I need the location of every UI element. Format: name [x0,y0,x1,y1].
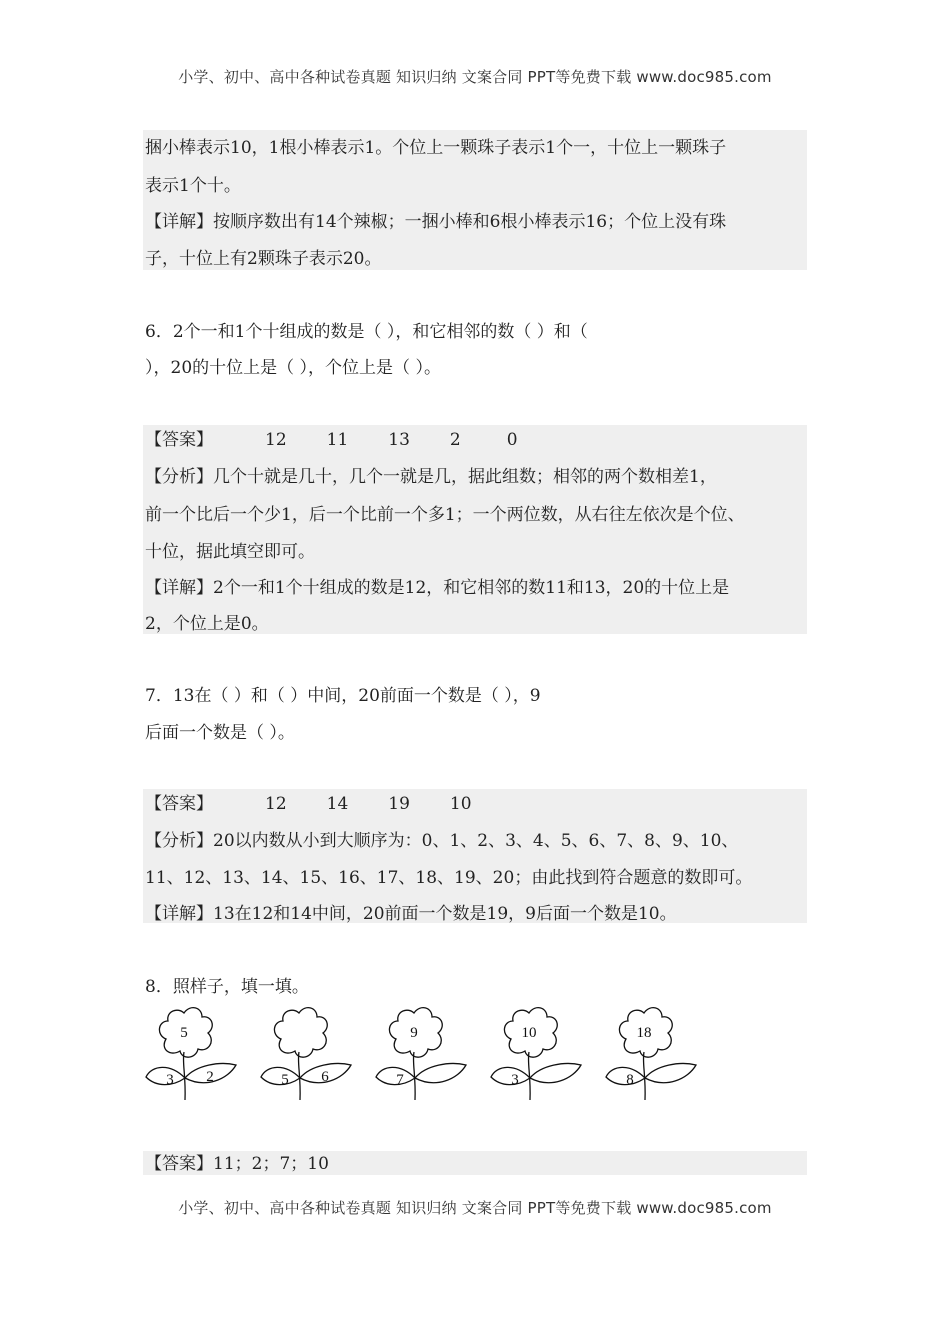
q7-answer-label: 【答案】 [145,794,213,814]
q6-detail-line-1: 【详解】2个一和1个十组成的数是12，和它相邻的数11和13，20的十位上是 [145,578,730,598]
q6-question-line-1: 6．2个一和1个十组成的数是（ ），和它相邻的数（ ）和（ [145,322,588,342]
q6-analysis-line-3: 十位，据此填空即可。 [145,542,315,562]
q6-answer-box [143,425,807,634]
q7-answer-value: 10 [449,794,472,814]
q8-question-line: 8．照样子，填一填。 [145,977,309,997]
q5-detail-line-2: 子，十位上有2颗珠子表示20。 [145,249,382,269]
q6-answer-value: 12 [265,430,287,450]
q7-answer-line [145,792,472,816]
q6-detail-line-2: 2，个位上是0。 [145,614,269,634]
flower-diagrams [140,1005,700,1109]
q7-question-line-2: 后面一个数是（ ）。 [145,723,295,743]
flower-left-number: 3 [511,1072,519,1088]
page-header: 小学、初中、高中各种试卷真题 知识归纳 文案合同 PPT等免费下载 www.doc985.com [178,68,772,86]
q6-question-line-2: ），20的十位上是（ ），个位上是（ ）。 [145,358,441,378]
flower-right-number: 2 [206,1069,214,1085]
flower-row [140,1005,700,1105]
q6-analysis-line-2: 前一个比后一个少1，后一个比前一个多1；一个两位数，从右往左依次是个位、 [145,505,745,525]
q7-analysis-line-2: 11、12、13、14、15、16、17、18、19、20；由此找到符合题意的数即可。 [145,868,753,888]
q7-detail-line-1: 【详解】13在12和14中间，20前面一个数是19，9后面一个数是10。 [145,904,677,924]
flower-4 [491,1008,581,1100]
q7-question-line-1: 7．13在（ ）和（ ）中间，20前面一个数是（ ），9 [145,686,541,706]
flower-top-number: 5 [180,1025,188,1041]
flower-top-number: 18 [636,1025,652,1041]
q5-analysis-line-1: 捆小棒表示10，1根小棒表示1。个位上一颗珠子表示1个一，十位上一颗珠子 [145,138,727,158]
q6-answer-value: 0 [506,430,518,450]
flower-1 [146,1008,236,1100]
q7-analysis-line-1: 【分析】20以内数从小到大顺序为：0、1、2、3、4、5、6、7、8、9、10、 [145,831,739,851]
flower-left-number: 7 [396,1072,404,1088]
q6-answer-value: 13 [388,430,410,450]
flower-3 [376,1008,466,1100]
q7-answer-value: 12 [265,794,287,814]
flower-top-number: 10 [521,1025,537,1041]
flower-2 [261,1008,351,1100]
q7-answer-value: 19 [388,794,410,814]
q6-answer-value: 2 [449,430,461,450]
q5-analysis-line-2: 表示1个十。 [145,176,241,196]
flower-top-number: 9 [410,1025,418,1041]
q6-answer-value: 11 [326,430,349,450]
flower-5 [606,1008,696,1100]
q8-answer-line: 【答案】11；2；7；10 [145,1154,329,1174]
q6-analysis-line-1: 【分析】几个十就是几十，几个一就是几，据此组数；相邻的两个数相差1， [145,467,717,487]
page-footer: 小学、初中、高中各种试卷真题 知识归纳 文案合同 PPT等免费下载 www.doc985.com [178,1199,772,1217]
flower-right-number: 6 [321,1069,329,1085]
flower-left-number: 3 [166,1072,174,1088]
flower-left-number: 8 [626,1072,634,1088]
q7-answer-value: 14 [326,794,349,814]
q6-answer-line [145,428,518,452]
flower-left-number: 5 [281,1072,289,1088]
q6-answer-label: 【答案】 [145,430,213,450]
q5-detail-line-1: 【详解】按顺序数出有14个辣椒；一捆小棒和6根小棒表示16；个位上没有珠 [145,212,727,232]
